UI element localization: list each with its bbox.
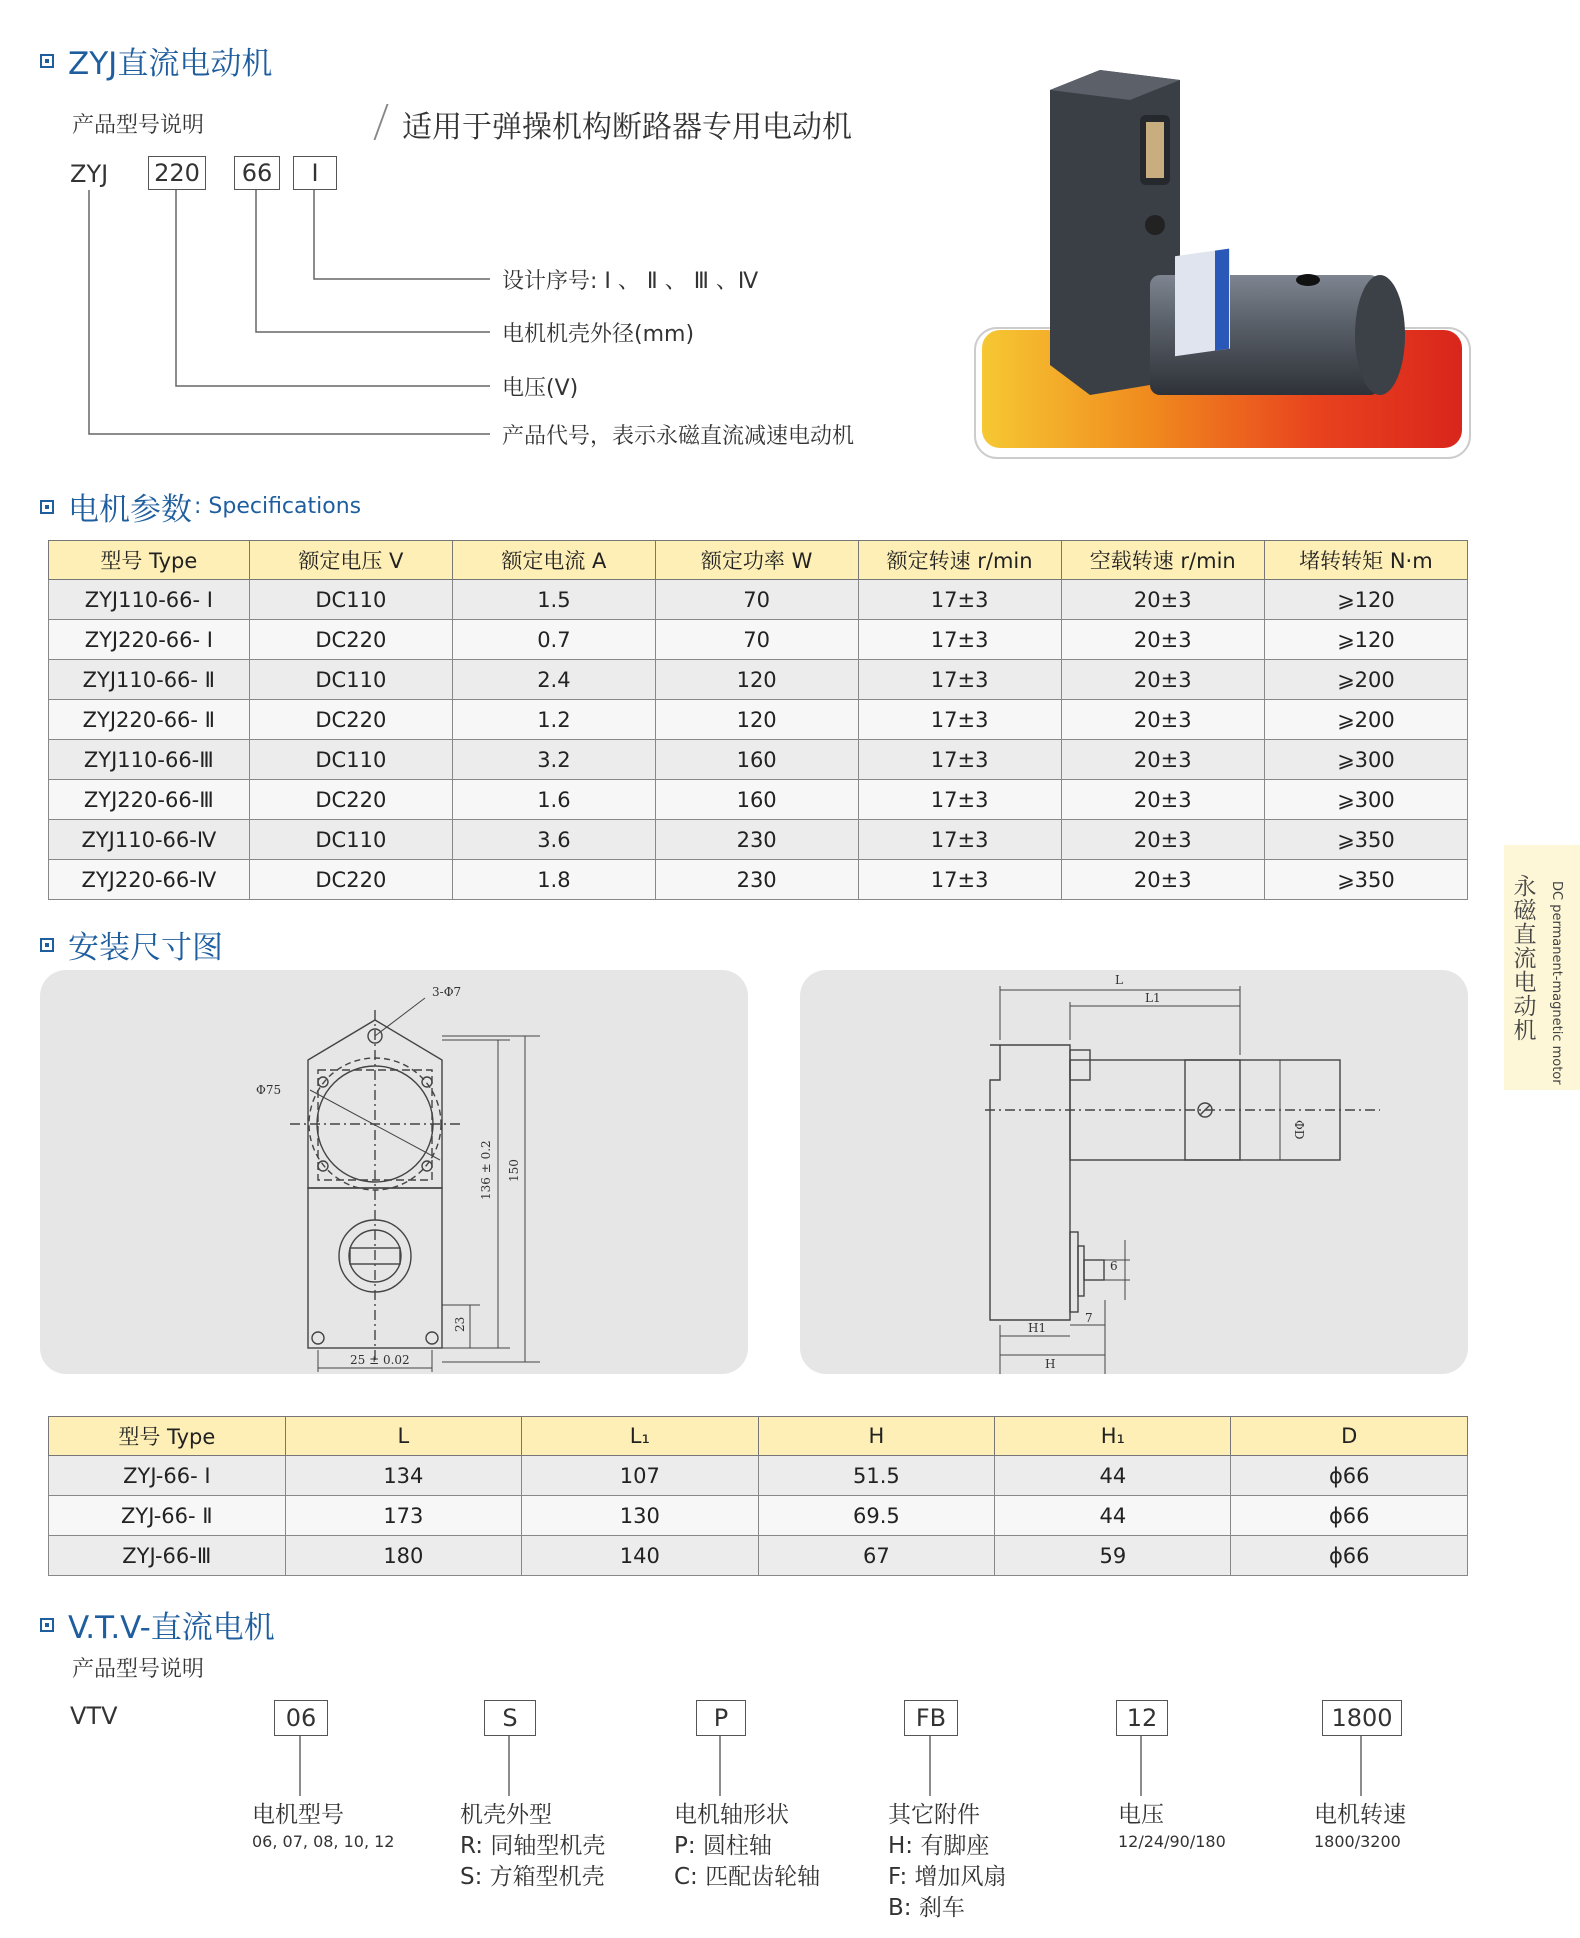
dim-7: 7 bbox=[1085, 1311, 1093, 1325]
cell-L1: 107 bbox=[522, 1456, 758, 1496]
vtv-desc-model: 电机型号 06, 07, 08, 10, 12 bbox=[252, 1802, 395, 1851]
vtv-desc-shaft: 电机轴形状 P: 圆柱轴 C: 匹配齿轮轴 bbox=[674, 1802, 821, 1890]
cell-rated-speed: 17±3 bbox=[858, 580, 1061, 620]
section-title-vtv: V.T.V-直流电机 bbox=[40, 1602, 275, 1647]
cell-H: 51.5 bbox=[758, 1456, 995, 1496]
cell-L: 134 bbox=[285, 1456, 521, 1496]
side-view-drawing bbox=[800, 970, 1468, 1374]
drawing-panel-front bbox=[40, 970, 748, 1374]
section-title-dimensions: 安装尺寸图 bbox=[40, 922, 223, 967]
vtv-desc-housing: 机壳外型 R: 同轴型机壳 S: 方箱型机壳 bbox=[460, 1802, 606, 1890]
cell-voltage: DC110 bbox=[249, 820, 452, 860]
vtv-desc-voltage: 电压 12/24/90/180 bbox=[1118, 1802, 1226, 1851]
cell-noload-speed: 20±3 bbox=[1061, 580, 1264, 620]
vtv-box-model: 06 bbox=[274, 1700, 328, 1736]
cell-current: 1.2 bbox=[453, 700, 656, 740]
cell-power: 230 bbox=[655, 860, 858, 900]
cell-type: ZYJ-66- Ⅱ bbox=[49, 1496, 286, 1536]
cell-voltage: DC220 bbox=[249, 700, 452, 740]
cell-current: 0.7 bbox=[453, 620, 656, 660]
dim-H: H bbox=[1045, 1357, 1056, 1371]
bullet-icon bbox=[40, 938, 54, 952]
dim-L: L bbox=[1115, 973, 1123, 987]
cell-noload-speed: 20±3 bbox=[1061, 660, 1264, 700]
cell-voltage: DC110 bbox=[249, 660, 452, 700]
table-row bbox=[49, 700, 1468, 740]
cell-H: 69.5 bbox=[758, 1496, 995, 1536]
table-row bbox=[49, 1496, 1468, 1536]
table-row bbox=[49, 1456, 1468, 1496]
cell-rated-speed: 17±3 bbox=[858, 740, 1061, 780]
header-stall-torque: 堵转转矩 N·m bbox=[1264, 541, 1467, 580]
legend-series: 设计序号: Ⅰ 、 Ⅱ 、 Ⅲ 、Ⅳ bbox=[502, 269, 759, 294]
side-tab-en: DC permanent-magnetic motor bbox=[1549, 881, 1564, 1085]
slogan: 适用于弹操机构断路器专用电动机 bbox=[402, 110, 852, 145]
bullet-icon bbox=[40, 1618, 54, 1632]
header-L1: L₁ bbox=[522, 1417, 758, 1456]
dim-6: 6 bbox=[1110, 1259, 1118, 1273]
header-noload-speed: 空载转速 r/min bbox=[1061, 541, 1264, 580]
cell-power: 160 bbox=[655, 780, 858, 820]
cell-L1: 140 bbox=[522, 1536, 758, 1576]
cell-noload-speed: 20±3 bbox=[1061, 620, 1264, 660]
cell-D: ϕ66 bbox=[1231, 1456, 1468, 1496]
side-tab-cn: 永磁直流电动机 bbox=[1513, 874, 1537, 1044]
table-row bbox=[49, 580, 1468, 620]
dim-dia: Φ75 bbox=[256, 1083, 282, 1097]
header-H1: H₁ bbox=[995, 1417, 1231, 1456]
vtv-box-shaft: P bbox=[696, 1700, 746, 1736]
header-rated-speed: 额定转速 r/min bbox=[858, 541, 1061, 580]
legend-code: 产品代号，表示永磁直流减速电动机 bbox=[502, 424, 855, 449]
product-model-label: 产品型号说明 bbox=[72, 113, 205, 138]
code-leader-lines bbox=[0, 0, 560, 450]
header-voltage: 额定电压 V bbox=[249, 541, 452, 580]
cell-power: 120 bbox=[655, 700, 858, 740]
specifications-table bbox=[48, 540, 1468, 900]
section-title-specs: 电机参数 : Specifications bbox=[40, 484, 361, 529]
cell-type: ZYJ220-66- Ⅰ bbox=[49, 620, 250, 660]
table-header-row bbox=[49, 541, 1468, 580]
cell-power: 70 bbox=[655, 580, 858, 620]
cell-rated-speed: 17±3 bbox=[858, 620, 1061, 660]
cell-rated-speed: 17±3 bbox=[858, 820, 1061, 860]
front-view-drawing bbox=[40, 970, 748, 1374]
dim-H1: H1 bbox=[1028, 1321, 1047, 1335]
cell-stall-torque: ⩾200 bbox=[1264, 660, 1467, 700]
bullet-icon bbox=[40, 500, 54, 514]
cell-L1: 130 bbox=[522, 1496, 758, 1536]
table-row bbox=[49, 1536, 1468, 1576]
cell-noload-speed: 20±3 bbox=[1061, 700, 1264, 740]
cell-noload-speed: 20±3 bbox=[1061, 820, 1264, 860]
section-title-zyj: ZYJ直流电动机 bbox=[40, 38, 272, 83]
cell-H1: 44 bbox=[995, 1456, 1231, 1496]
header-type: 型号 Type bbox=[49, 1417, 286, 1456]
vtv-desc-speed: 电机转速 1800/3200 bbox=[1314, 1802, 1406, 1851]
table-row bbox=[49, 780, 1468, 820]
vtv-prefix: VTV bbox=[70, 1702, 118, 1730]
motor-product-image bbox=[970, 60, 1480, 460]
side-tab bbox=[1504, 845, 1580, 1090]
cell-type: ZYJ-66- Ⅰ bbox=[49, 1456, 286, 1496]
table-row bbox=[49, 660, 1468, 700]
vtv-box-voltage: 12 bbox=[1116, 1700, 1168, 1736]
cell-power: 160 bbox=[655, 740, 858, 780]
vtv-box-speed: 1800 bbox=[1322, 1700, 1402, 1736]
header-current: 额定电流 A bbox=[453, 541, 656, 580]
header-power: 额定功率 W bbox=[655, 541, 858, 580]
cell-L: 173 bbox=[285, 1496, 521, 1536]
cell-type: ZYJ110-66- Ⅰ bbox=[49, 580, 250, 620]
cell-power: 70 bbox=[655, 620, 858, 660]
cell-voltage: DC220 bbox=[249, 620, 452, 660]
vtv-desc-accessory: 其它附件 H: 有脚座 F: 增加风扇 B: 刹车 bbox=[888, 1802, 1007, 1921]
cell-stall-torque: ⩾300 bbox=[1264, 780, 1467, 820]
dim-L1: L1 bbox=[1145, 991, 1161, 1005]
cell-rated-speed: 17±3 bbox=[858, 780, 1061, 820]
code-prefix: ZYJ bbox=[70, 160, 109, 188]
cell-current: 2.4 bbox=[453, 660, 656, 700]
dimensions-table bbox=[48, 1416, 1468, 1576]
cell-stall-torque: ⩾350 bbox=[1264, 820, 1467, 860]
code-box-series: Ⅰ bbox=[293, 156, 337, 190]
header-type: 型号 Type bbox=[49, 541, 250, 580]
cell-voltage: DC110 bbox=[249, 740, 452, 780]
vtv-product-model-label: 产品型号说明 bbox=[72, 1657, 205, 1682]
cell-type: ZYJ220-66- Ⅱ bbox=[49, 700, 250, 740]
cell-voltage: DC220 bbox=[249, 860, 452, 900]
cell-rated-speed: 17±3 bbox=[858, 660, 1061, 700]
cell-rated-speed: 17±3 bbox=[858, 700, 1061, 740]
cell-noload-speed: 20±3 bbox=[1061, 780, 1264, 820]
cell-current: 3.2 bbox=[453, 740, 656, 780]
cell-L: 180 bbox=[285, 1536, 521, 1576]
cell-current: 1.6 bbox=[453, 780, 656, 820]
header-D: D bbox=[1231, 1417, 1468, 1456]
vtv-leader-lines bbox=[0, 1736, 1500, 1802]
table-row bbox=[49, 620, 1468, 660]
code-box-diameter: 66 bbox=[234, 156, 280, 190]
legend-voltage: 电压(V) bbox=[502, 376, 579, 401]
cell-H1: 59 bbox=[995, 1536, 1231, 1576]
table-row bbox=[49, 860, 1468, 900]
cell-noload-speed: 20±3 bbox=[1061, 740, 1264, 780]
cell-type: ZYJ110-66-Ⅲ bbox=[49, 740, 250, 780]
cell-stall-torque: ⩾120 bbox=[1264, 620, 1467, 660]
cell-stall-torque: ⩾350 bbox=[1264, 860, 1467, 900]
cell-type: ZYJ110-66-Ⅳ bbox=[49, 820, 250, 860]
cell-type: ZYJ220-66-Ⅳ bbox=[49, 860, 250, 900]
cell-rated-speed: 17±3 bbox=[858, 860, 1061, 900]
code-box-voltage: 220 bbox=[148, 156, 206, 190]
drawing-panel-side bbox=[800, 970, 1468, 1374]
cell-D: ϕ66 bbox=[1231, 1496, 1468, 1536]
header-L: L bbox=[285, 1417, 521, 1456]
cell-stall-torque: ⩾200 bbox=[1264, 700, 1467, 740]
dim-25: 25 ± 0.02 bbox=[350, 1353, 410, 1367]
table-row bbox=[49, 820, 1468, 860]
cell-current: 3.6 bbox=[453, 820, 656, 860]
header-H: H bbox=[758, 1417, 995, 1456]
cell-noload-speed: 20±3 bbox=[1061, 860, 1264, 900]
cell-voltage: DC110 bbox=[249, 580, 452, 620]
legend-diameter: 电机机壳外径(mm) bbox=[502, 322, 695, 347]
dim-150: 150 bbox=[507, 1159, 521, 1182]
cell-voltage: DC220 bbox=[249, 780, 452, 820]
cell-power: 230 bbox=[655, 820, 858, 860]
cell-H: 67 bbox=[758, 1536, 995, 1576]
cell-type: ZYJ110-66- Ⅱ bbox=[49, 660, 250, 700]
cell-current: 1.8 bbox=[453, 860, 656, 900]
cell-stall-torque: ⩾300 bbox=[1264, 740, 1467, 780]
cell-power: 120 bbox=[655, 660, 858, 700]
cell-type: ZYJ220-66-Ⅲ bbox=[49, 780, 250, 820]
cell-stall-torque: ⩾120 bbox=[1264, 580, 1467, 620]
cell-D: ϕ66 bbox=[1231, 1536, 1468, 1576]
table-row bbox=[49, 740, 1468, 780]
cell-H1: 44 bbox=[995, 1496, 1231, 1536]
vtv-box-accessory: FB bbox=[904, 1700, 958, 1736]
dim-holes: 3-Φ7 bbox=[432, 985, 462, 999]
dim-23: 23 bbox=[453, 1316, 467, 1332]
vtv-box-housing: S bbox=[484, 1700, 536, 1736]
cell-current: 1.5 bbox=[453, 580, 656, 620]
dim-136: 136 ± 0.2 bbox=[479, 1140, 493, 1200]
dim-D: ΦD bbox=[1292, 1120, 1306, 1140]
cell-type: ZYJ-66-Ⅲ bbox=[49, 1536, 286, 1576]
table-header-row bbox=[49, 1417, 1468, 1456]
